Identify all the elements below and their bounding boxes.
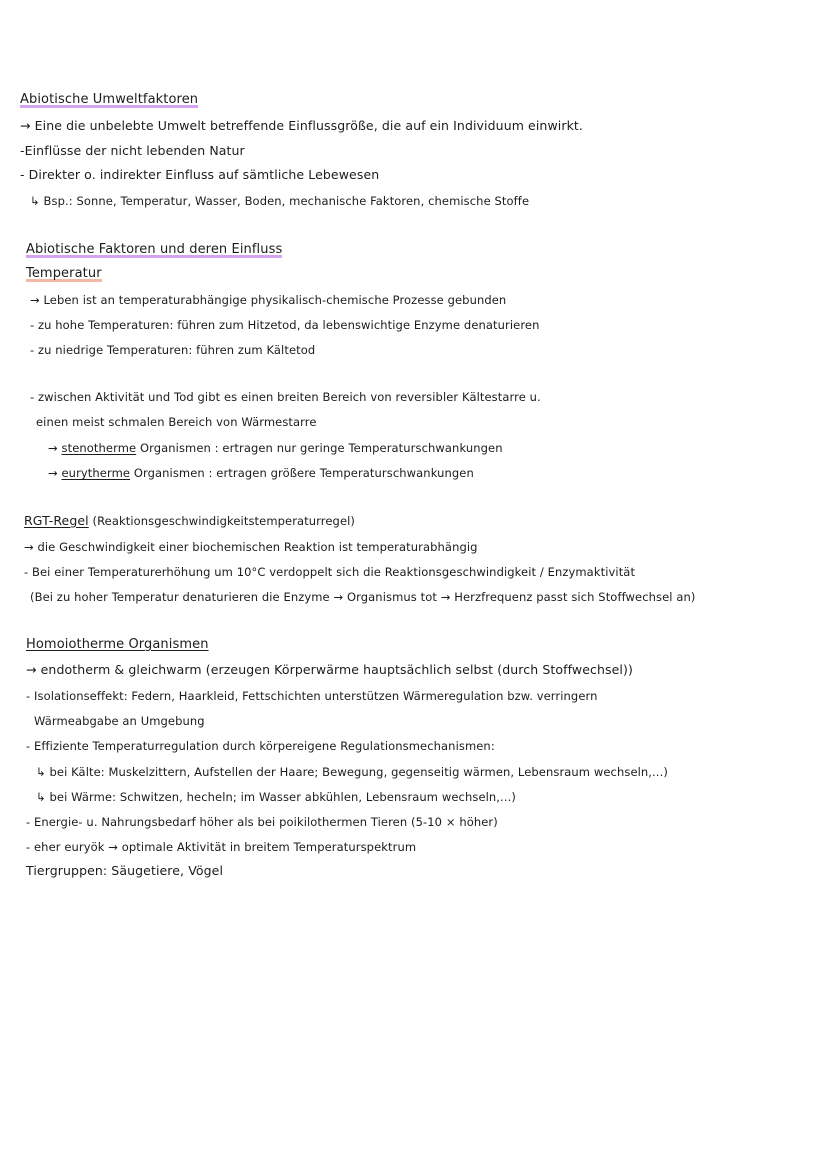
section3-title [24,513,355,529]
section3-line-1: → die Geschwindigkeit einer biochemischen Reaktion ist temperaturabhängig [24,540,478,554]
section2-title [26,242,282,258]
section4-line-8: - eher euryök → optimale Aktivität in breitem Temperaturspektrum [26,840,417,854]
section1-line-4: ↳ Bsp.: Sonne, Temperatur, Wasser, Boden, mechanische Faktoren, chemische Stoffe [30,194,530,208]
section2-subtitle [26,266,102,282]
section2-line-3: - zu niedrige Temperaturen: führen zum Kältetod [30,343,316,357]
section2-line-1: → Leben ist an temperaturabhängige physikalisch-chemische Prozesse gebunden [30,293,507,307]
section4-title-text: Homoiotherme Organismen [26,637,209,652]
section1-line-2: -Einflüsse der nicht lebenden Natur [20,143,245,158]
eurytherme-line [48,465,474,481]
section4-line-7: - Energie- u. Nahrungsbedarf höher als bei poikilothermen Tieren (5-10 × höher) [26,815,498,829]
section1-title-text: Abiotische Umweltfaktoren [20,92,199,107]
stenotherme-arrow: → [48,441,62,455]
section4-line-6: ↳ bei Wärme: Schwitzen, hecheln; im Wasser abkühlen, Lebensraum wechseln,...) [36,790,516,804]
section2-line-4: - zwischen Aktivität und Tod gibt es einen breiten Bereich von reversibler Kältestarre u. [30,390,541,404]
section3-title-suffix: (Reaktionsgeschwindigkeitstemperaturregel) [88,514,356,528]
section4-line-3: Wärmeabgabe an Umgebung [34,714,205,728]
section2-subtitle-text: Temperatur [26,266,102,281]
eurytherme-term: eurytherme [61,466,131,480]
section4-title [26,637,209,653]
eurytherme-arrow: → [48,466,62,480]
stenotherme-line [48,440,503,456]
stenotherme-term: stenotherme [61,441,137,455]
section3-line-2: - Bei einer Temperaturerhöhung um 10°C verdoppelt sich die Reaktionsgeschwindigkeit / Enzymaktivität [24,565,636,579]
section1-title [20,92,198,108]
section4-line-5: ↳ bei Kälte: Muskelzittern, Aufstellen der Haare; Bewegung, gegenseitig wärmen, Lebensraum wechseln,...) [36,765,668,779]
section2-title-text: Abiotische Faktoren und deren Einfluss [26,242,283,257]
section4-line-9: Tiergruppen: Säugetiere, Vögel [26,863,224,878]
section4-line-4: - Effiziente Temperaturregulation durch körpereigene Regulationsmechanismen: [26,739,495,753]
section1-line-1: → Eine die unbelebte Umwelt betreffende Einflussgröße, die auf ein Individuum einwirkt. [20,118,583,133]
section3-title-text: RGT-Regel [24,513,89,528]
section4-line-2: - Isolationseffekt: Federn, Haarkleid, Fettschichten unterstützen Wärmeregulation bzw. verringern [26,689,598,703]
section2-line-5: einen meist schmalen Bereich von Wärmestarre [36,415,317,429]
section4-line-1: → endotherm & gleichwarm (erzeugen Körperwärme hauptsächlich selbst (durch Stoffwechsel)) [26,662,633,677]
section1-line-3: - Direkter o. indirekter Einfluss auf sämtliche Lebewesen [20,167,380,182]
section3-line-3: (Bei zu hoher Temperatur denaturieren die Enzyme → Organismus tot → Herzfrequenz passt sich Stoffwechsel an) [30,590,696,604]
section2-line-2: - zu hohe Temperaturen: führen zum Hitzetod, da lebenswichtige Enzyme denaturieren [30,318,540,332]
eurytherme-rest: Organismen : ertragen größere Temperaturschwankungen [130,466,474,480]
stenotherme-rest: Organismen : ertragen nur geringe Temperaturschwankungen [136,441,503,455]
